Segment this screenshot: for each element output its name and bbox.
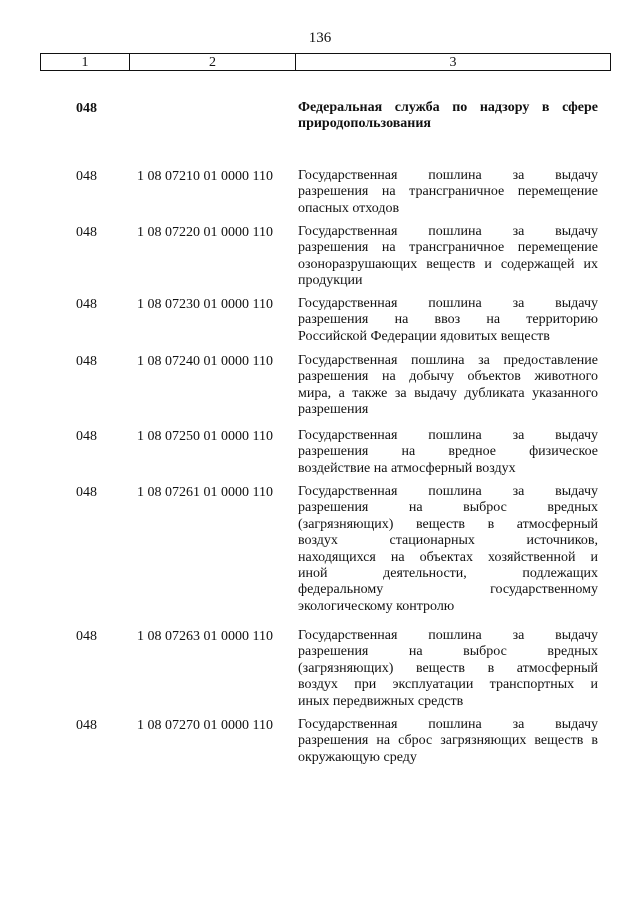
revenue-name-line: (загрязняющих) веществ в атмосферный: [298, 516, 598, 532]
revenue-name-line: Государственная пошлина за выдачу: [298, 168, 598, 183]
revenue-name-line: Государственная пошлина за выдачу: [298, 628, 598, 643]
revenue-name-line: экологическому контролю: [298, 598, 455, 614]
revenue-name-line: Государственная пошлина за предоставление: [298, 353, 598, 368]
revenue-name-line: воздух стационарных источников,: [298, 533, 598, 549]
revenue-name-line: озоноразрушающих веществ и содержащей их: [298, 256, 598, 272]
admin-code: 048: [76, 354, 97, 369]
revenue-name-line: разрешения на сброс загрязняющих веществ в: [298, 733, 598, 749]
admin-code: 048: [76, 629, 97, 644]
revenue-name-line: Государственная пошлина за выдачу: [298, 224, 598, 239]
budget-classification-code: 1 08 07210 01 0000 110: [137, 169, 273, 184]
section-title-line: Федеральная служба по надзору в сфере: [298, 100, 598, 115]
revenue-name-line: Государственная пошлина за выдачу: [298, 484, 598, 499]
revenue-name-line: разрешения на выброс вредных: [298, 644, 598, 660]
revenue-name-line: опасных отходов: [298, 200, 400, 216]
revenue-name-line: разрешения на ввоз на территорию: [298, 312, 598, 328]
admin-code: 048: [76, 429, 97, 444]
revenue-name-line: окружающую среду: [298, 749, 417, 765]
revenue-name-line: воздух при эксплуатации транспортных и: [298, 677, 598, 693]
revenue-name-line: мира, а также за выдачу дубликата указанного: [298, 385, 598, 401]
revenue-name: [298, 168, 598, 217]
column-header-1: 1: [41, 54, 130, 71]
revenue-name-line: Государственная пошлина за выдачу: [298, 717, 598, 732]
section-title-line: природопользования: [298, 116, 431, 132]
admin-code: 048: [76, 485, 97, 500]
revenue-name-line: разрешения на выброс вредных: [298, 500, 598, 516]
revenue-name: [298, 717, 598, 766]
admin-code: 048: [76, 297, 97, 312]
budget-classification-code: 1 08 07250 01 0000 110: [137, 429, 273, 444]
revenue-name: [298, 428, 598, 477]
revenue-name-line: воздействие на атмосферный воздух: [298, 460, 516, 476]
budget-classification-code: 1 08 07230 01 0000 110: [137, 297, 273, 312]
revenue-name-line: разрешения на добычу объектов животного: [298, 369, 598, 385]
revenue-name-line: Государственная пошлина за выдачу: [298, 428, 598, 443]
budget-classification-code: 1 08 07263 01 0000 110: [137, 629, 273, 644]
budget-classification-code: 1 08 07270 01 0000 110: [137, 718, 273, 733]
column-header-3: 3: [296, 54, 611, 71]
revenue-name-line: Российской Федерации ядовитых веществ: [298, 328, 550, 344]
revenue-name-line: федеральному государственному: [298, 582, 598, 598]
admin-code: 048: [76, 718, 97, 733]
revenue-name-line: (загрязняющих) веществ в атмосферный: [298, 660, 598, 676]
revenue-name-line: Государственная пошлина за выдачу: [298, 296, 598, 311]
revenue-name-line: иных передвижных средств: [298, 693, 464, 709]
section-title: [298, 100, 598, 133]
budget-classification-code: 1 08 07240 01 0000 110: [137, 354, 273, 369]
revenue-name-line: разрешения на трансграничное перемещение: [298, 184, 598, 200]
revenue-name: [298, 296, 598, 345]
revenue-name: [298, 353, 598, 419]
column-header-table: [40, 53, 611, 71]
revenue-name-line: иной деятельности, подлежащих: [298, 566, 598, 582]
revenue-name-line: продукции: [298, 273, 363, 289]
admin-code: 048: [76, 225, 97, 240]
section-admin-code: 048: [76, 101, 97, 116]
revenue-name-line: разрешения на трансграничное перемещение: [298, 240, 598, 256]
budget-classification-code: 1 08 07261 01 0000 110: [137, 485, 273, 500]
revenue-name-line: разрешения: [298, 402, 369, 418]
revenue-name-line: разрешения на вредное физическое: [298, 444, 598, 460]
revenue-name: [298, 628, 598, 710]
revenue-name: [298, 224, 598, 290]
column-header-2: 2: [130, 54, 296, 71]
page-number: 136: [308, 30, 332, 46]
revenue-name: [298, 484, 598, 615]
admin-code: 048: [76, 169, 97, 184]
budget-classification-code: 1 08 07220 01 0000 110: [137, 225, 273, 240]
revenue-name-line: находящихся на объектах хозяйственной и: [298, 549, 598, 565]
